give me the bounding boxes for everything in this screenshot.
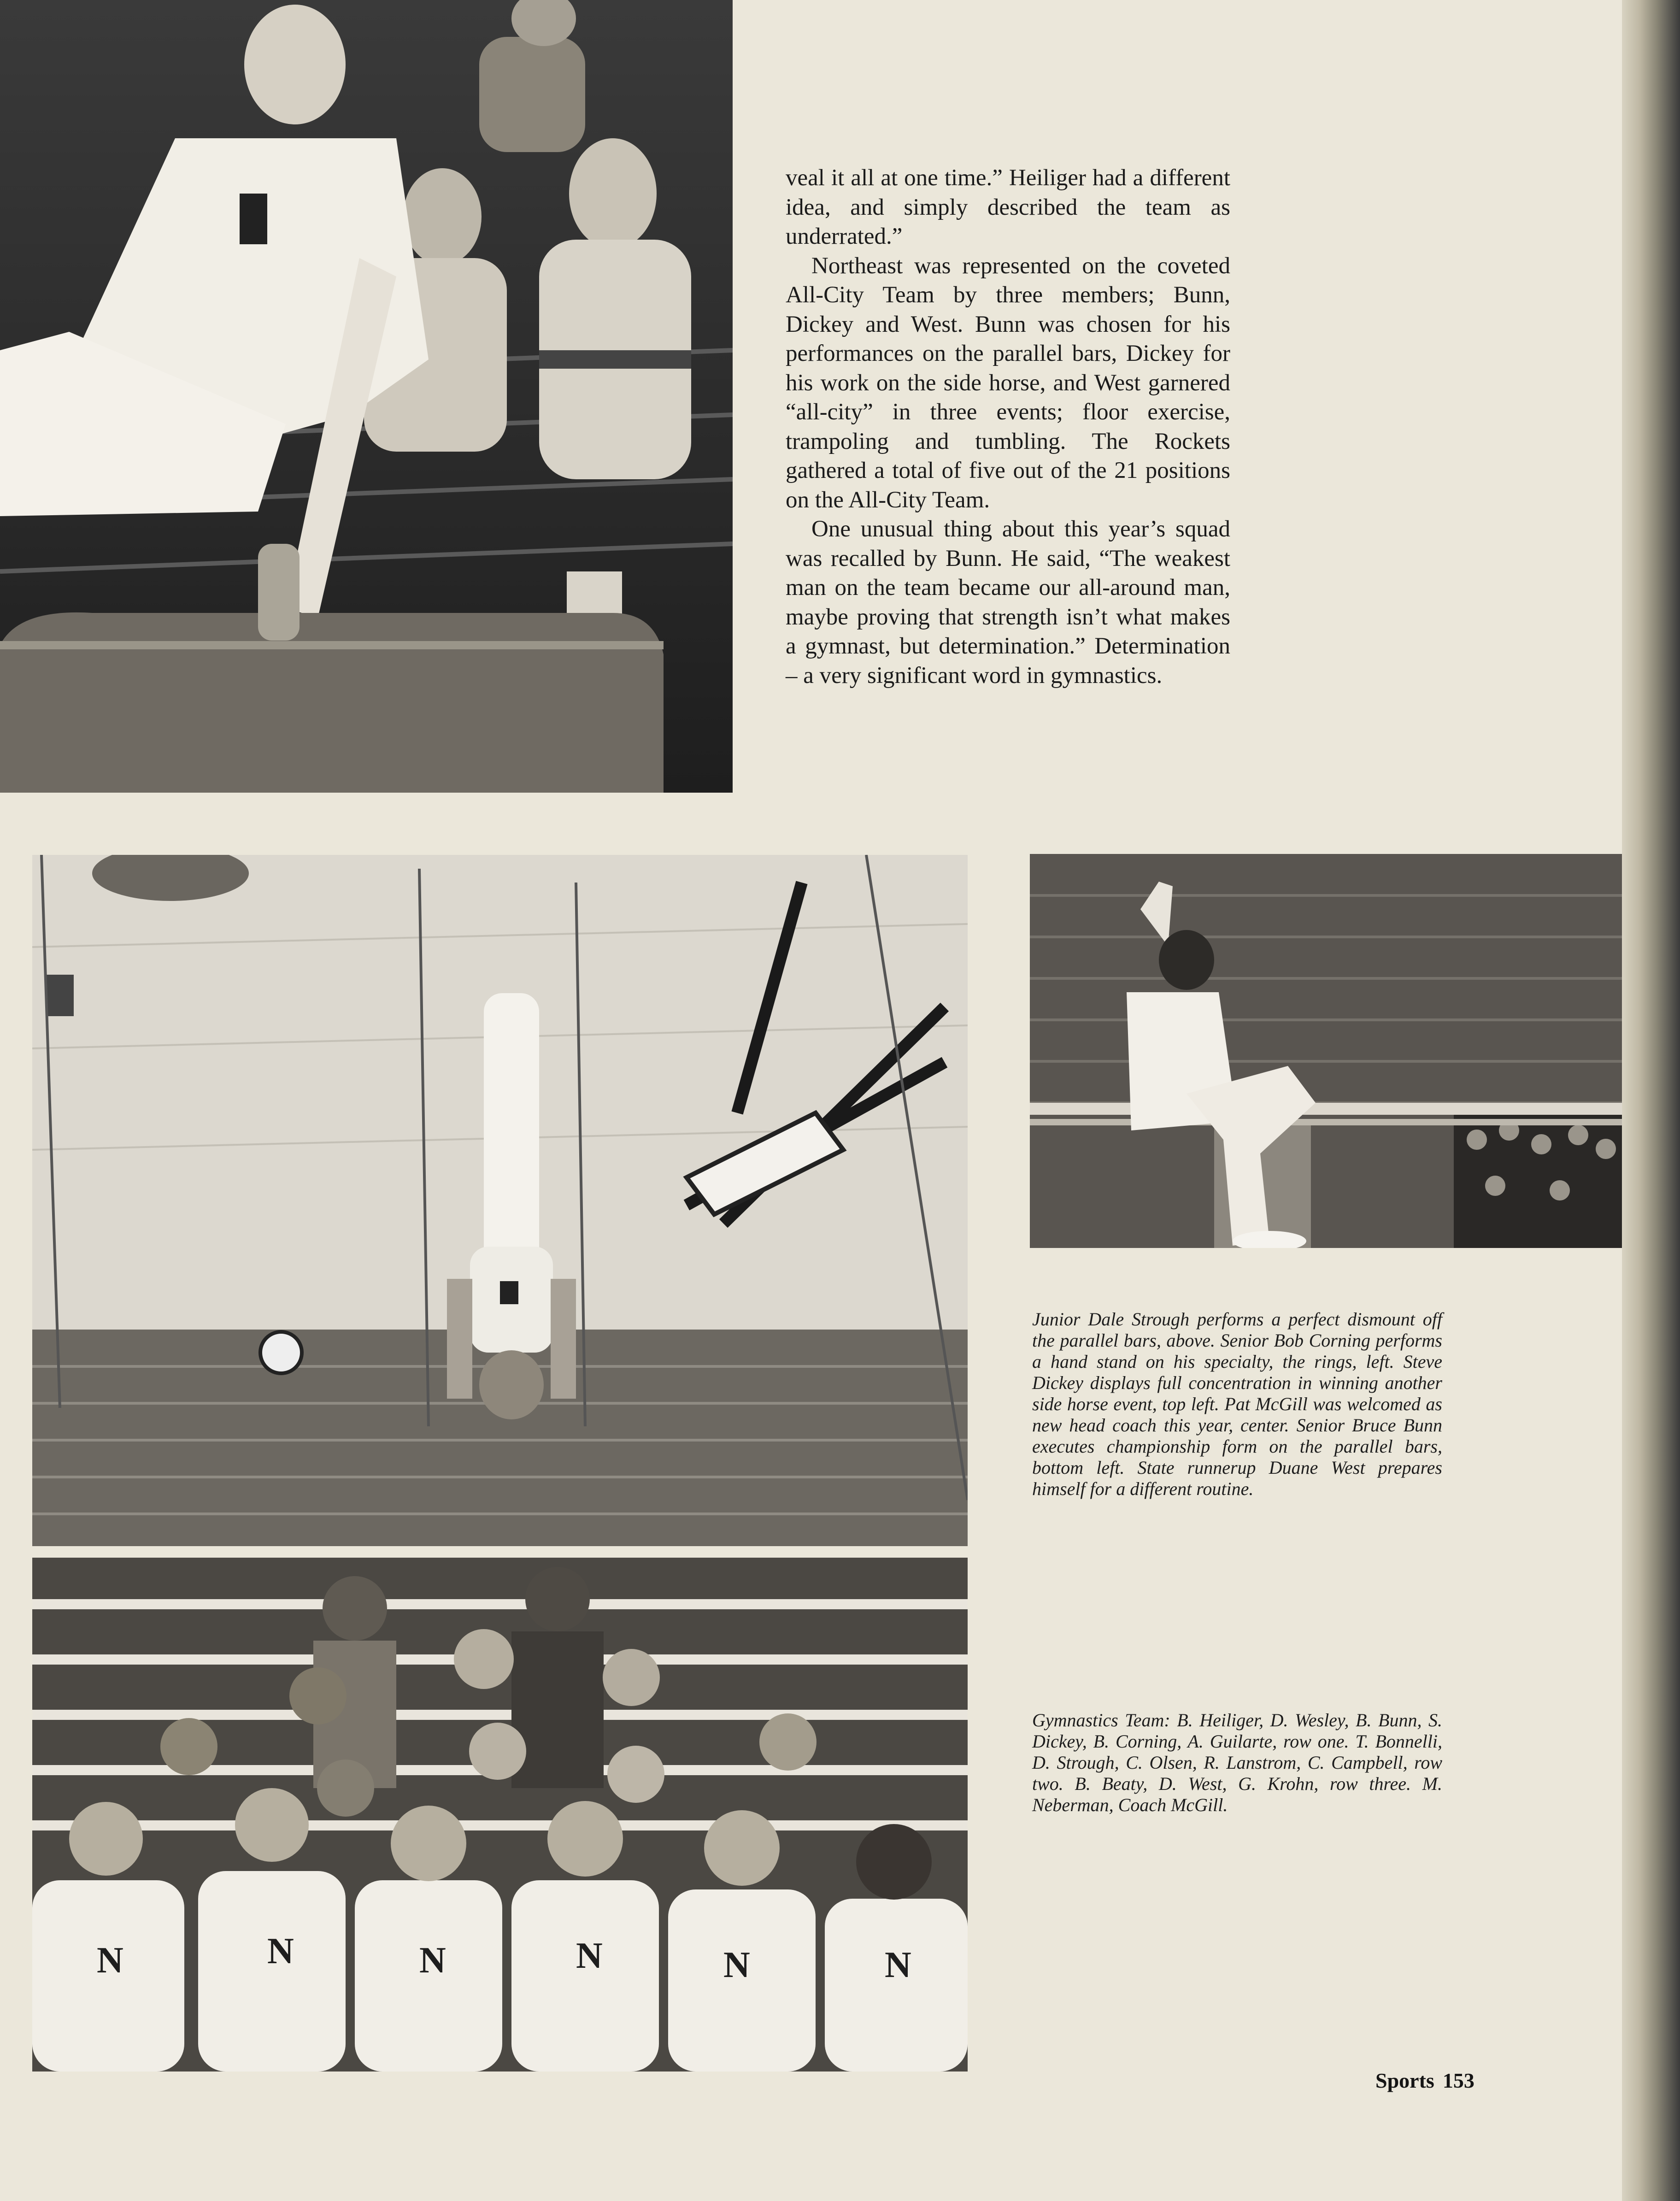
jersey-letter: N <box>885 1945 911 1985</box>
photo-side-horse-gymnast <box>0 0 733 793</box>
jersey-letter: N <box>97 1940 123 1981</box>
body-paragraph: veal it all at one time.” Heiliger had a different idea, and simply described the team as underrated.” <box>786 165 1230 249</box>
photo-gymnastics-team <box>32 1558 968 2072</box>
photo-parallel-bars-image <box>1030 854 1624 1248</box>
page-number: 153 <box>1442 2069 1474 2092</box>
jersey-letter: N <box>267 1931 294 1971</box>
body-paragraph: Northeast was represented on the coveted All-City Team by three members; Bunn, Dickey and West. Bunn was chosen for his performances on the parallel bars, Dickey for his work on the side horse, and West garnered “all-city” in three events; floor exercise, trampoling and tumbling. The Rockets gathered a total of five out of the 21 positions on the All-City Team. <box>786 253 1230 513</box>
book-page-edge <box>1622 0 1680 2201</box>
body-paragraph: One unusual thing about this year’s squad was recalled by Bunn. He said, “The weakest man on the team became our all-around man, maybe proving that strength isn’t what makes a gymnast, but determination.” Determination – a very significant word in gymnastics. <box>786 516 1230 689</box>
photo-rings-handstand <box>32 855 968 1546</box>
page-folio <box>1375 2068 1474 2093</box>
section-name: Sports <box>1375 2069 1434 2092</box>
jersey-letter: N <box>576 1936 603 1976</box>
jersey-letter: N <box>723 1945 750 1985</box>
photo-rings-image <box>32 855 968 1546</box>
photo-side-horse-image <box>0 0 733 793</box>
photo-caption: Junior Dale Strough performs a perfect dismount off the parallel bars, above. Senior Bob Corning performs a hand stand on his specialty, the rings, left. Steve Dickey displays full concentration in winning another side horse event, top left. Pat McGill was welcomed as new head coach this year, center. Senior Bruce Bunn executes championship form on the parallel bars, bottom left. State runnerup Duane West prepares himself for a different routine. <box>1032 1309 1442 1499</box>
jersey-letter: N <box>419 1940 446 1981</box>
photo-parallel-bars-dismount <box>1030 854 1624 1248</box>
photo-team-image <box>32 1558 968 2072</box>
team-roster-caption: Gymnastics Team: B. Heiliger, D. Wesley, B. Bunn, S. Dickey, B. Corning, A. Guilarte, row one. T. Bonnelli, D. Strough, C. Olsen, R. Lanstrom, C. Campbell, row two. B. Beaty, D. West, G. Krohn, row three. M. Neberman, Coach McGill. <box>1032 1710 1442 1815</box>
article-body-text <box>786 164 1230 690</box>
